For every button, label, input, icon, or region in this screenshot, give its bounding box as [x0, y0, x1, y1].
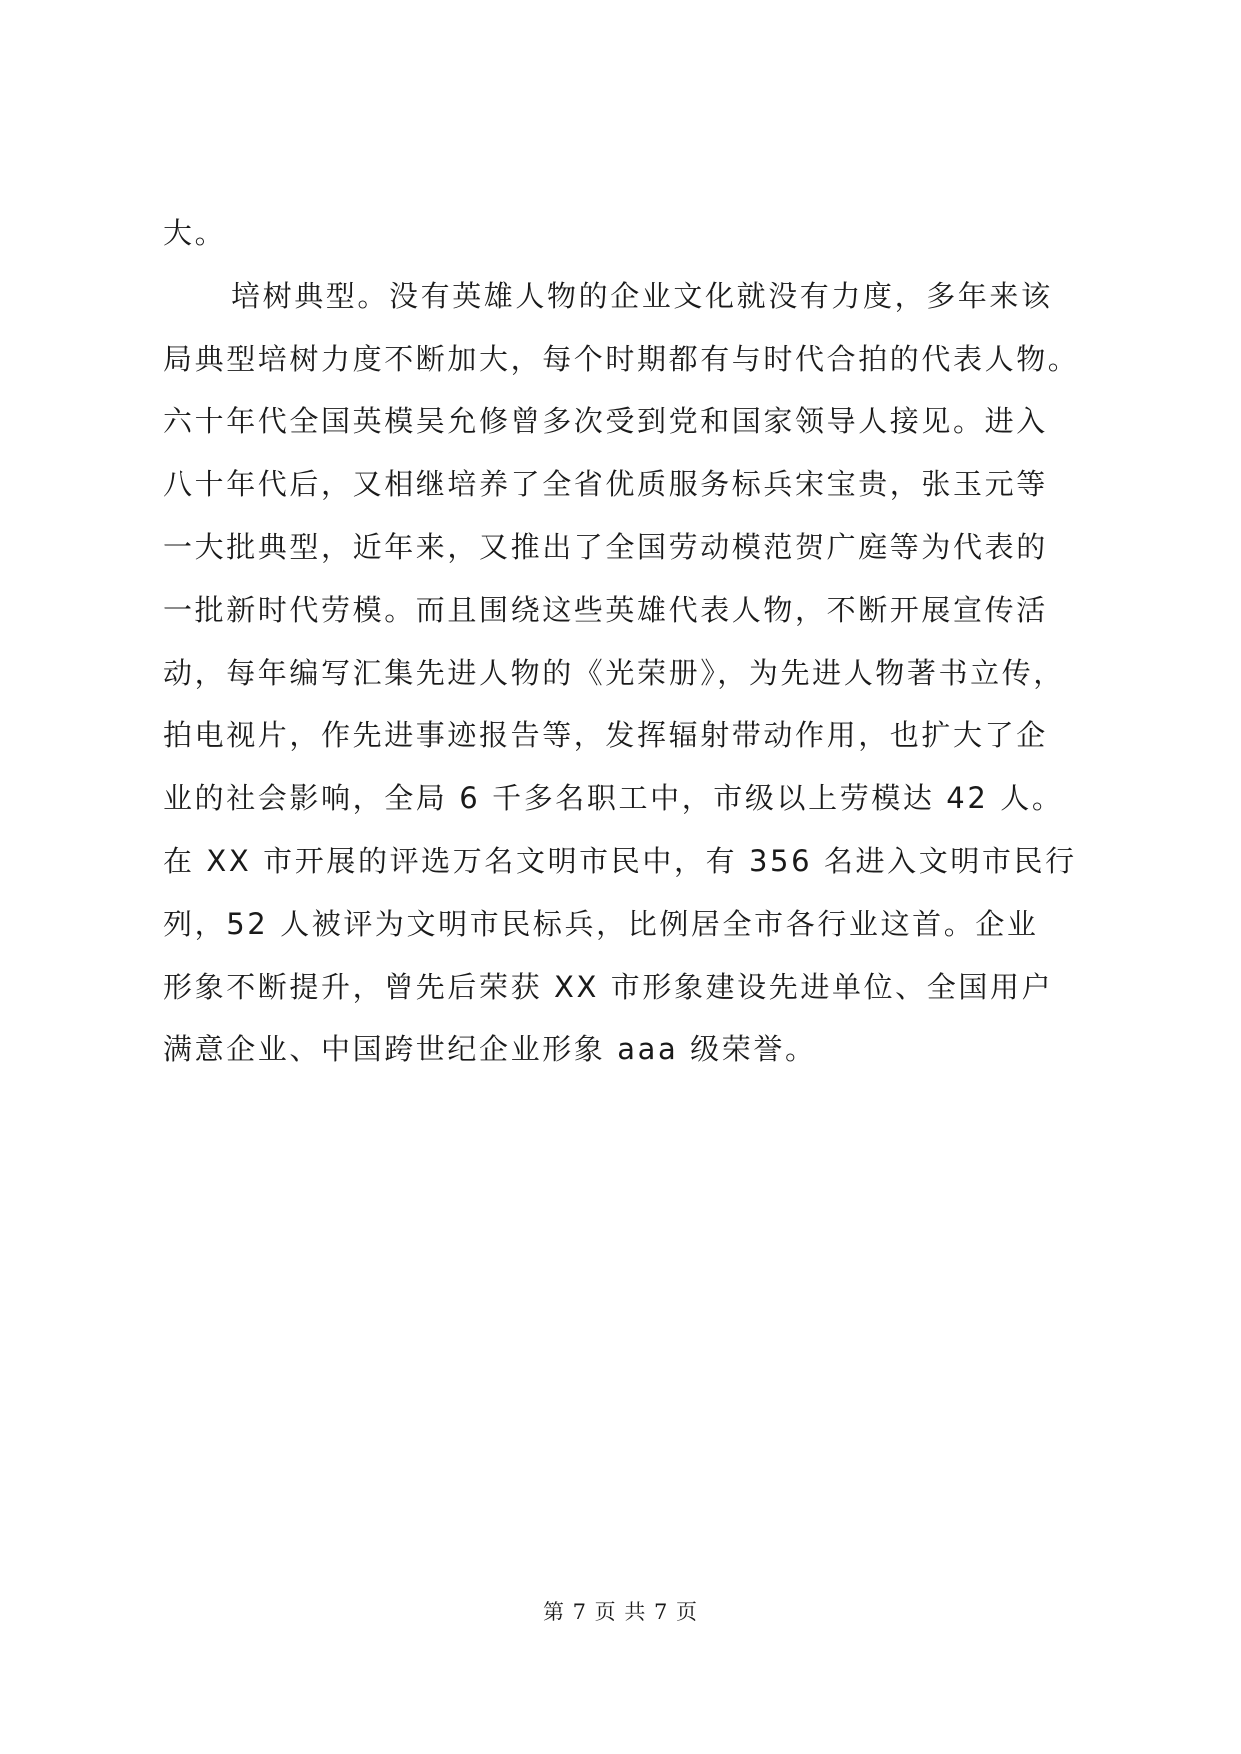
text-line: 大。: [163, 216, 227, 250]
text-line: 在 XX 市开展的评选万名文明市民中，有 356 名进入文明市民行: [163, 843, 1077, 878]
text-line: 六十年代全国英模吴允修曾多次受到党和国家领导人接见。进入: [163, 404, 1048, 439]
text-line: 一批新时代劳模。而且围绕这些英雄代表人物，不断开展宣传活: [163, 592, 1048, 627]
text-line: 满意企业、中国跨世纪企业形象 aaa 级荣誉。: [163, 1032, 817, 1067]
text-line: 形象不断提升，曾先后荣获 XX 市形象建设先进单位、全国用户: [163, 969, 1054, 1004]
text-line: 一大批典型，近年来，又推出了全国劳动模范贺广庭等为代表的: [163, 529, 1048, 564]
document-body: [163, 202, 1123, 1081]
paragraph-first-line: 培树典型。没有英雄人物的企业文化就没有力度，多年来该: [231, 278, 1053, 313]
text-line: 局典型培树力度不断加大，每个时期都有与时代合拍的代表人物。: [163, 341, 1080, 376]
page-number-footer: 第 7 页 共 7 页: [542, 1600, 699, 1624]
text-line: 业的社会影响，全局 6 千多名职工中，市级以上劳模达 42 人。: [163, 781, 1064, 816]
text-line: 拍电视片，作先进事迹报告等，发挥辐射带动作用，也扩大了企: [163, 718, 1048, 753]
text-line: 动，每年编写汇集先进人物的《光荣册》，为先进人物著书立传，: [163, 655, 1065, 690]
text-line: 列，52 人被评为文明市民标兵，比例居全市各行业这首。企业: [163, 906, 1039, 941]
text-line: 八十年代后，又相继培养了全省优质服务标兵宋宝贵，张玉元等: [163, 467, 1048, 502]
